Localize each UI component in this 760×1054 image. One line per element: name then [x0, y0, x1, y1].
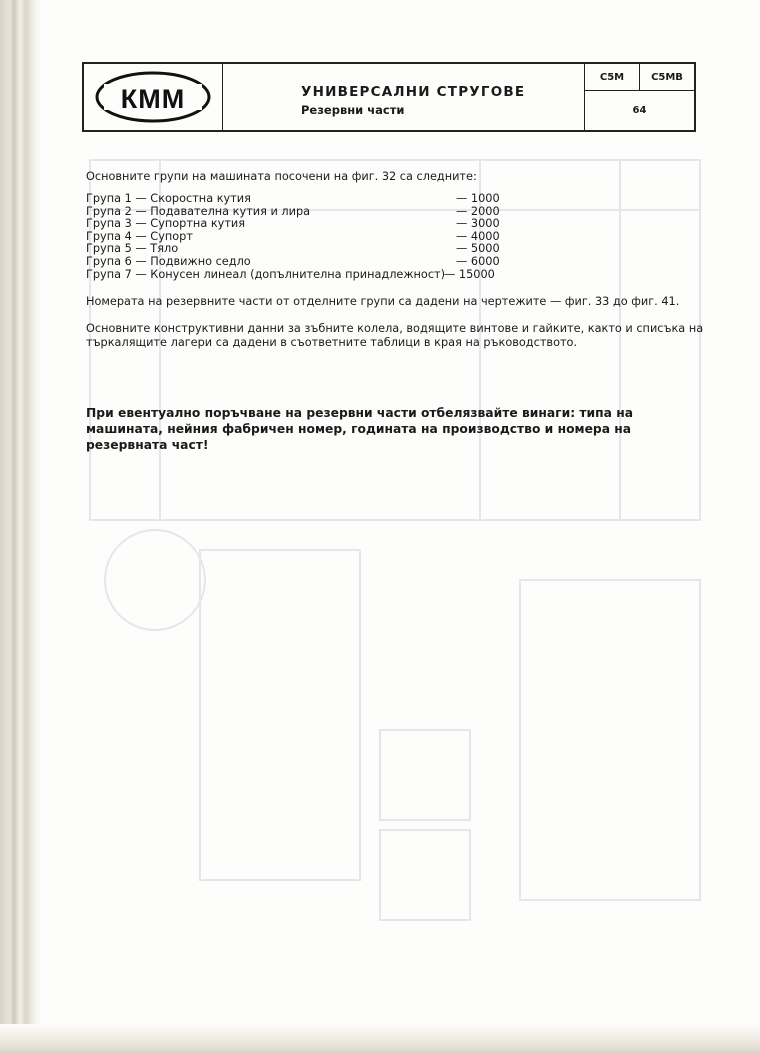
group-item [86, 269, 526, 282]
group-number: — 5000 [456, 242, 500, 256]
group-number: — 4000 [456, 229, 500, 243]
title-cell [223, 64, 585, 130]
model-code-cell [585, 64, 694, 130]
parts-note: Номерата на резервните части от отделните групи са дадени на чертежите — фиг. 33 до фиг. 41. [86, 295, 680, 308]
logo-cell [84, 64, 223, 130]
group-label: Група 1 — Скоростна кутия [86, 192, 251, 205]
group-label: Група 4 — Супорт [86, 229, 193, 243]
data-note: Основните конструктивни данни за зъбните колела, водящите винтове и гайките, както и списъка на търкалящите лагери са дадени в съответните таблици в края на ръководството. [86, 322, 704, 349]
group-label: Група 3 — Супортна кутия [86, 217, 246, 231]
document-title: УНИВЕРСАЛНИ СТРУГОВЕ [301, 84, 526, 100]
order-note: При евентуално поръчване на резервни части отбелязвайте винаги: типа на машината, нейния фабричен номер, годината на производство и номера на резервната част! [86, 406, 634, 452]
page-number: 64 [632, 105, 647, 116]
model-row [585, 64, 694, 91]
group-number: — 6000 [456, 254, 500, 268]
group-list [86, 193, 526, 281]
group-label: Група 2 — Подавателна кутия и лира [86, 204, 311, 218]
group-number: — 15000 [444, 267, 495, 281]
group-label: Група 5 — Тяло [86, 242, 179, 256]
document-subtitle: Резервни части [301, 103, 405, 117]
model-code-1: С5М [599, 71, 625, 83]
document-header [82, 62, 696, 132]
intro-text: Основните групи на машината посочени на фиг. 32 са следните: [86, 170, 477, 183]
page-bottom-edge [0, 1024, 760, 1054]
book-binding-edge [0, 0, 42, 1054]
group-label: Група 7 — Конусен линеал (допълнителна принадлежност) [86, 267, 446, 281]
group-number: — 1000 [456, 192, 500, 205]
logo-text: КММ [120, 84, 186, 114]
group-number: — 2000 [456, 204, 500, 218]
group-number: — 3000 [456, 217, 500, 231]
group-label: Група 6 — Подвижно седло [86, 254, 251, 268]
kmm-logo [94, 70, 212, 124]
model-code-2: С5МВ [639, 64, 694, 90]
show-through-drawing [60, 150, 750, 1030]
